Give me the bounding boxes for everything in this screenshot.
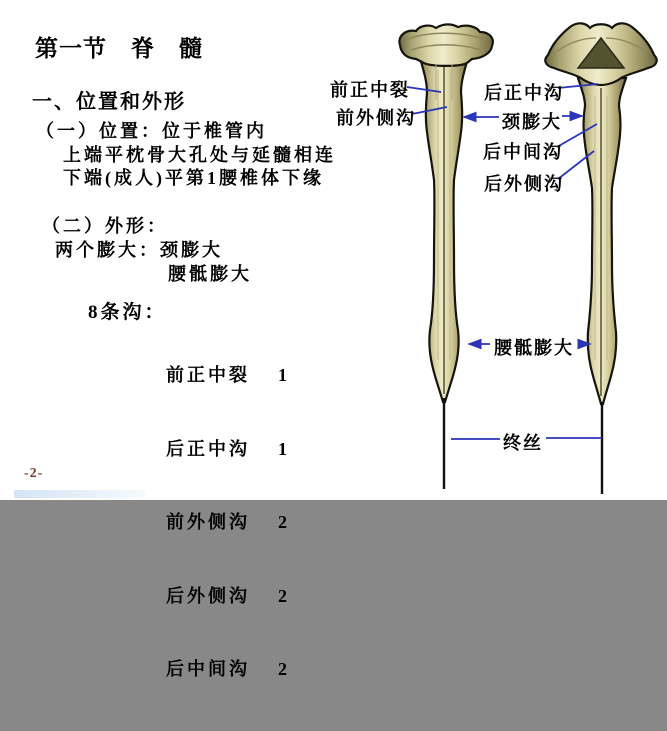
position-line-3: 下端(成人)平第1腰椎体下缘	[63, 168, 324, 188]
label-lumbosacral-enlargement: 腰骶膨大	[494, 338, 574, 358]
sulcus-name: 后外侧沟	[166, 585, 250, 606]
label-cervical-enlargement: 颈膨大	[502, 112, 562, 132]
label-anterior-median-fissure: 前正中裂	[330, 80, 410, 100]
sulci-list	[166, 314, 290, 731]
sulci-row	[166, 510, 290, 535]
footer-bar	[14, 490, 146, 498]
label-posterior-median-sulcus: 后正中沟	[484, 83, 564, 103]
enlargements-label: 两个膨大：	[55, 240, 160, 260]
lumbosacral-enlargement-item: 腰骶膨大	[168, 264, 252, 284]
label-anterolateral-sulcus: 前外侧沟	[336, 108, 416, 128]
sulcus-name: 前外侧沟	[166, 512, 250, 532]
enlargements-line	[55, 236, 223, 262]
cervical-enlargement-item: 颈膨大	[160, 240, 223, 260]
sulcus-count: 2	[278, 585, 290, 606]
position-line-1: （一）位置：位于椎管内	[36, 121, 267, 141]
sulci-row	[166, 657, 290, 682]
label-posterolateral-sulcus: 后外侧沟	[484, 174, 564, 194]
label-filum-terminale: 终丝	[503, 433, 543, 453]
sulcus-name: 前正中裂	[166, 365, 250, 385]
spinal-cord-anterior-view	[399, 25, 492, 490]
page-number: -2-	[24, 466, 44, 481]
label-posterior-intermediate-sulcus: 后中间沟	[483, 142, 563, 162]
sulcus-name: 后正中沟	[166, 438, 250, 459]
sulcus-name: 后中间沟	[166, 659, 250, 679]
sulci-row	[166, 437, 290, 462]
sulci-row	[166, 584, 290, 609]
slide-title: 第一节 脊 髓	[35, 36, 203, 61]
sulcus-count: 2	[278, 512, 290, 532]
sulcus-count: 2	[278, 659, 290, 679]
section-heading: 一、位置和外形	[32, 91, 186, 113]
sulci-row	[166, 363, 290, 388]
sulcus-count: 1	[278, 365, 290, 385]
sulci-heading: 8条沟：	[88, 302, 167, 323]
shape-heading: （二）外形：	[42, 216, 168, 236]
position-line-2: 上端平枕骨大孔处与延髓相连	[63, 145, 336, 165]
sulcus-count: 1	[278, 438, 290, 459]
